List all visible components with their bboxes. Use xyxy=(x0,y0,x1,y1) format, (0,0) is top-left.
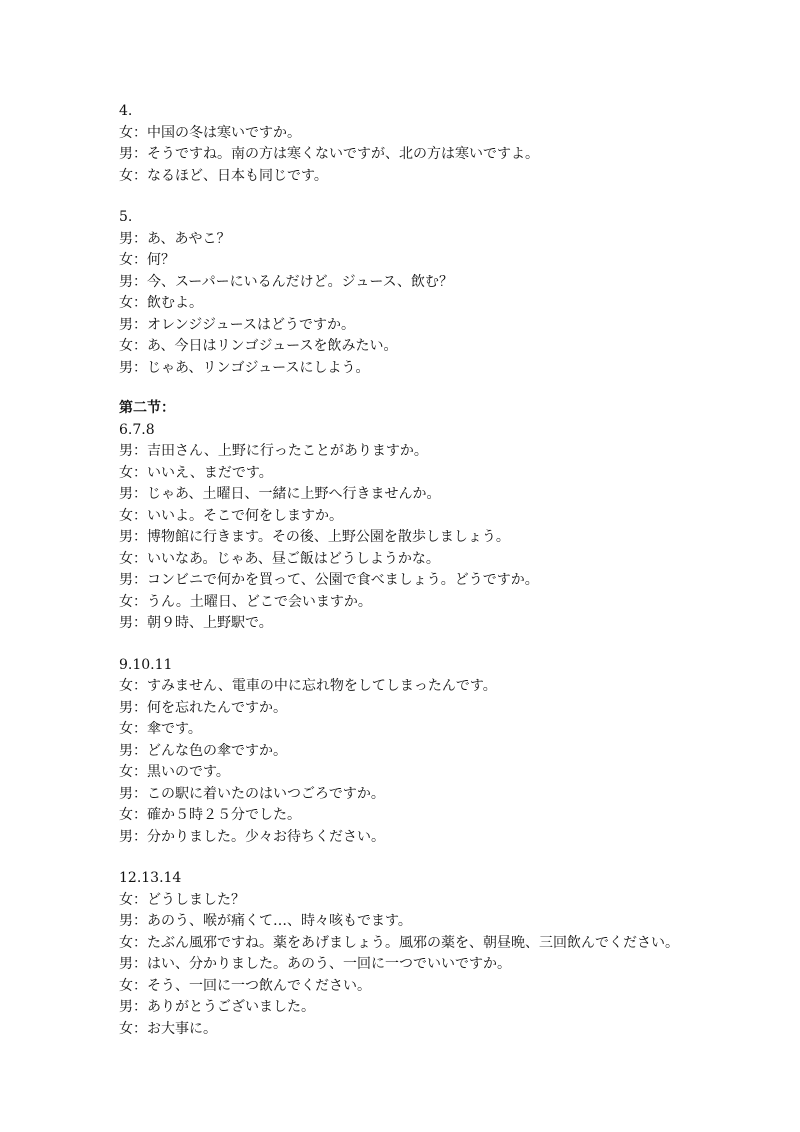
dialogue-line: 男：じゃあ、土曜日、一緒に上野へ行きませんか。 xyxy=(119,486,441,502)
dialogue-section-12-14 xyxy=(119,868,800,1040)
dialogue-line: 女：なるほど、日本も同じです。 xyxy=(119,167,328,184)
dialogue-line: 男：コンビニで何かを買って、公園で食べましょう。どうですか。 xyxy=(119,572,539,588)
dialogue-section-9-11 xyxy=(119,655,800,849)
dialogue-line: 男：ありがとうございました。 xyxy=(119,999,315,1015)
dialogue-line: 女：何？ xyxy=(119,252,175,268)
dialogue-line: 男：どんな色の傘ですか。 xyxy=(119,742,287,759)
part-heading: 第二节： xyxy=(119,400,175,416)
dialogue-line: 男：今、スーパーにいるんだけど。ジュース、飲む？ xyxy=(119,273,454,290)
dialogue-line: 女：あ、今日はリンゴジュースを飲みたい。 xyxy=(119,338,398,354)
dialogue-line: 女：そう、一回に一つ飲んでください。 xyxy=(119,977,371,994)
dialogue-line: 女：中国の冬は寒いですか。 xyxy=(119,124,301,141)
dialogue-line: 男：吉田さん、上野に行ったことがありますか。 xyxy=(119,443,428,459)
dialogue-line: 女：いいえ、まだです。 xyxy=(119,464,273,481)
dialogue-line: 男：この駅に着いたのはいつごろですか。 xyxy=(119,785,385,802)
dialogue-line: 女：すみません、電車の中に忘れ物をしてしまったんです。 xyxy=(119,678,497,694)
dialogue-line: 女：飲むよ。 xyxy=(119,295,203,311)
dialogue-section-6-8 xyxy=(119,398,800,635)
dialogue-section-4 xyxy=(119,101,800,187)
section-label: 12.13.14 xyxy=(119,870,182,886)
dialogue-line: 男：じゃあ、リンゴジュースにしよう。 xyxy=(119,359,370,376)
dialogue-line: 女：黒いのです。 xyxy=(119,764,230,780)
dialogue-line: 女：いいなあ。じゃあ、昼ご飯はどうしようかな。 xyxy=(119,550,440,567)
dialogue-line: 女：たぶん風邪ですね。薬をあげましょう。風邪の薬を、朝昼晩、三回飲んでください。 xyxy=(119,934,679,951)
dialogue-line: 女：お大事に。 xyxy=(119,1020,217,1037)
section-label: 9.10.11 xyxy=(119,656,173,673)
dialogue-line: 男：そうですね。南の方は寒くないですが、北の方は寒いですよ。 xyxy=(119,146,539,162)
dialogue-line: 女：どうしました？ xyxy=(119,891,245,908)
dialogue-line: 男：分かりました。少々お待ちください。 xyxy=(119,828,385,845)
section-label: 6.7.8 xyxy=(119,421,155,438)
dialogue-line: 男：何を忘れたんですか。 xyxy=(119,699,287,716)
dialogue-section-5 xyxy=(119,207,800,379)
section-label: 4. xyxy=(119,103,133,119)
dialogue-line: 男：はい、分かりました。あのう、一回に一つでいいですか。 xyxy=(119,956,511,972)
dialogue-line: 男：博物館に行きます。その後、上野公園を散歩しましょう。 xyxy=(119,529,510,545)
dialogue-line: 男：オレンジジュースはどうですか。 xyxy=(119,316,355,333)
section-label: 5. xyxy=(119,209,133,225)
dialogue-line: 男：朝９時、上野駅で。 xyxy=(119,615,273,631)
dialogue-line: 女：いいよ。そこで何をしますか。 xyxy=(119,507,343,524)
dialogue-line: 男：あのう、喉が痛くて…、時々咳もでます。 xyxy=(119,913,412,929)
dialogue-line: 女：傘です。 xyxy=(119,721,202,737)
dialogue-line: 女：確か５時２５分でした。 xyxy=(119,807,301,823)
dialogue-line: 男：あ、あやこ？ xyxy=(119,230,231,247)
dialogue-line: 女：うん。土曜日、どこで会いますか。 xyxy=(119,593,372,610)
